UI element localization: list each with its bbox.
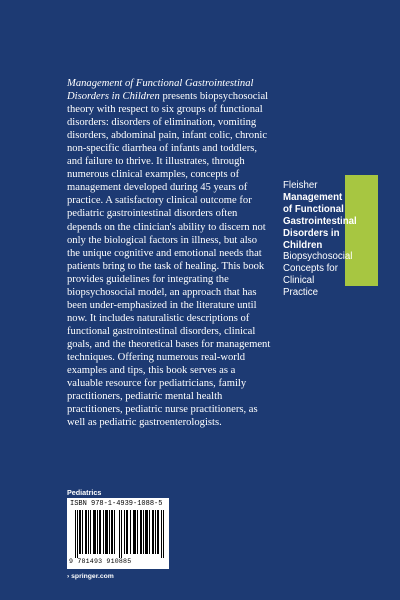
category-label: Pediatrics xyxy=(67,488,102,497)
book-title: Management of Functional Gastrointestinal Disorders in Children xyxy=(283,191,357,251)
blurb-text: presents biopsychosocial theory with respect to six groups of functional disorders: disorders of elimination, vomiting disorders, abdominal pain, infant colic, chronic non-specific diarrhea of infants and toddlers, and failure to thrive. It illustrates, through numerous clinical examples, concepts of management developed during 45 years of practice. A satisfactory clinical outcome for pediatric gastrointestinal disorders often depends on the clinician's ability to discern not only the biological factors in illness, but also the unique cognitive and emotional needs that patients bring to the task of healing. This book provides guidelines for integrating the biopsychosocial model, an approach that has been under-emphasized in the literature until now. It includes naturalistic descriptions of functional gastrointestinal disorders, clinical goals, and the theoretical bases for management techniques. Offering numerous real-world examples and tips, this book serves as a valuable resource for pediatricians, family practitioners, pediatric mental health practitioners, pediatric nurse practitioners, as well as pediatric gastroenterologists. xyxy=(67,91,271,429)
barcode-icon xyxy=(75,510,167,558)
info-panel-text xyxy=(283,180,357,299)
back-cover-blurb xyxy=(67,77,271,429)
publisher-website[interactable]: › springer.com xyxy=(67,573,114,580)
isbn-text: ISBN 978-1-4939-1088-5 xyxy=(70,500,163,508)
barcode-digits: 9 781493 910885 xyxy=(69,558,132,565)
book-subtitle: Biopsychosocial Concepts for Clinical Practice xyxy=(283,251,353,299)
barcode-box xyxy=(67,498,169,569)
author-name: Fleisher xyxy=(283,180,318,191)
blurb-book-title: Management of Functional Gastrointestinal Disorders in Children xyxy=(67,78,254,103)
